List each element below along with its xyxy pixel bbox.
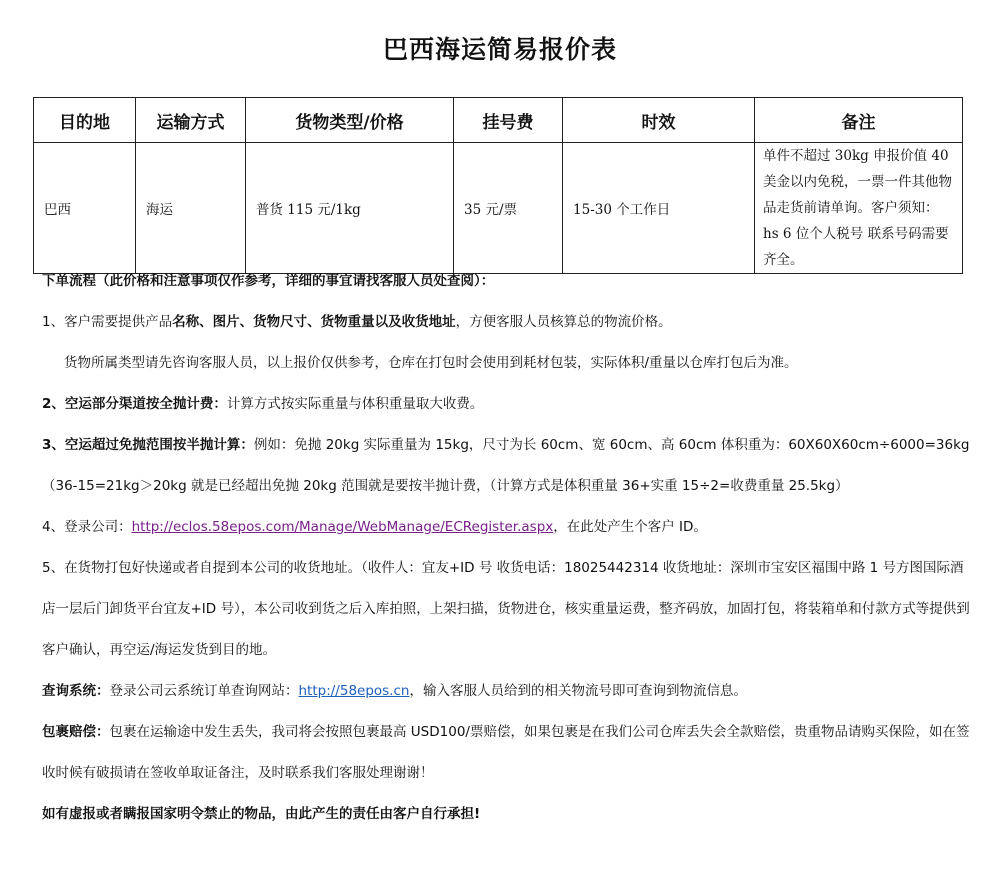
query-prefix: 登录公司云系统订单查询网站： [109, 683, 299, 699]
step-1-prefix: 1、客户需要提供产品 [42, 314, 173, 330]
instructions [42, 261, 972, 835]
step-4-prefix: 4、登录公司： [42, 519, 132, 535]
cell-remark: 单件不超过 30kg 申报价值 40 美金以内免税，一票一件其他物品走货前请单询。客户须知： hs 6 位个人税号 联系号码需要齐全。 [755, 143, 963, 274]
query-link[interactable]: http://58epos.cn [298, 683, 410, 699]
step-2-text: 计算方式按实际重量与体积重量取大收费。 [226, 396, 484, 412]
header-registration: 挂号费 [454, 98, 563, 143]
step-1-note: 货物所属类型请先咨询客服人员，以上报价仅供参考，仓库在打包时会使用到耗材包装，实际体积/重量以仓库打包后为准。 [64, 355, 798, 371]
header-price: 货物类型/价格 [246, 98, 454, 143]
step-3-text: 例如：免抛 20kg 实际重量为 15kg，尺寸为长 60cm、宽 60cm、高 60cm 体积重为：60X60X60cm÷6000=36kg （36-15=21kg＞20kg 就是已经超出免抛 20kg 范围就是要按半抛计费，（计算方式是体积重量 36+实重 15÷2=收费重量 25.5kg） [42, 437, 970, 494]
step-1-suffix: ，方便客服人员核算总的物流价格。 [455, 314, 672, 330]
register-link[interactable]: http://eclos.58epos.com/Manage/WebManage/ECRegister.aspx [131, 519, 554, 535]
cell-price: 普货 115 元/1kg [246, 143, 454, 274]
compensation-bold: 包裹赔偿： [42, 724, 110, 740]
compensation-text: 包裹在运输途中发生丢失，我司将会按照包裹最高 USD100/票赔偿，如果包裹是在我们公司仓库丢失会全款赔偿，贵重物品请购买保险，如在签收时候有破损请在签收单取证备注，及时联系我们客服处理谢谢！ [42, 724, 970, 781]
flow-heading: 下单流程（此价格和注意事项仅作参考，详细的事宜请找客服人员处查阅）： [42, 273, 495, 289]
step-3-bold: 3、空运超过免抛范围按半抛计算： [42, 437, 254, 453]
step-2-bold: 2、空运部分渠道按全抛计费： [42, 396, 227, 412]
warning: 如有虚报或者瞒报国家明令禁止的物品，由此产生的责任由客户自行承担! [42, 806, 481, 822]
query-bold: 查询系统： [42, 683, 110, 699]
table-row [34, 143, 963, 274]
table-header-row [34, 98, 963, 143]
header-remark: 备注 [755, 98, 963, 143]
query-suffix: ，输入客服人员给到的相关物流号即可查询到物流信息。 [409, 683, 747, 699]
step-1-bold: 名称、图片、货物尺寸、货物重量以及收货地址 [172, 314, 456, 330]
step-3 [42, 425, 972, 507]
header-duration: 时效 [563, 98, 755, 143]
cell-registration: 35 元/票 [454, 143, 563, 274]
step-1 [42, 302, 972, 343]
step-5: 5、在货物打包好快递或者自提到本公司的收货地址。（收件人：宜友+ID 号 收货电话：18025442314 收货地址：深圳市宝安区福围中路 1 号方图国际酒店一层后门卸货平台宜友+ID 号），本公司收到货之后入库拍照，上架扫描，货物进仓，核实重量运费，整齐码放，加固打包，将装箱单和付款方式等提供到客户确认，再空运/海运发货到目的地。 [42, 560, 970, 658]
cell-destination: 巴西 [34, 143, 136, 274]
query-system [42, 671, 972, 712]
cell-duration: 15-30 个工作日 [563, 143, 755, 274]
page-title: 巴西海运简易报价表 [382, 35, 617, 64]
cell-method: 海运 [136, 143, 246, 274]
compensation [42, 712, 972, 794]
step-4 [42, 507, 972, 548]
step-2 [42, 384, 972, 425]
header-method: 运输方式 [136, 98, 246, 143]
step-4-suffix: ，在此处产生个客户 ID。 [553, 519, 707, 535]
quote-table [33, 97, 963, 274]
header-destination: 目的地 [34, 98, 136, 143]
